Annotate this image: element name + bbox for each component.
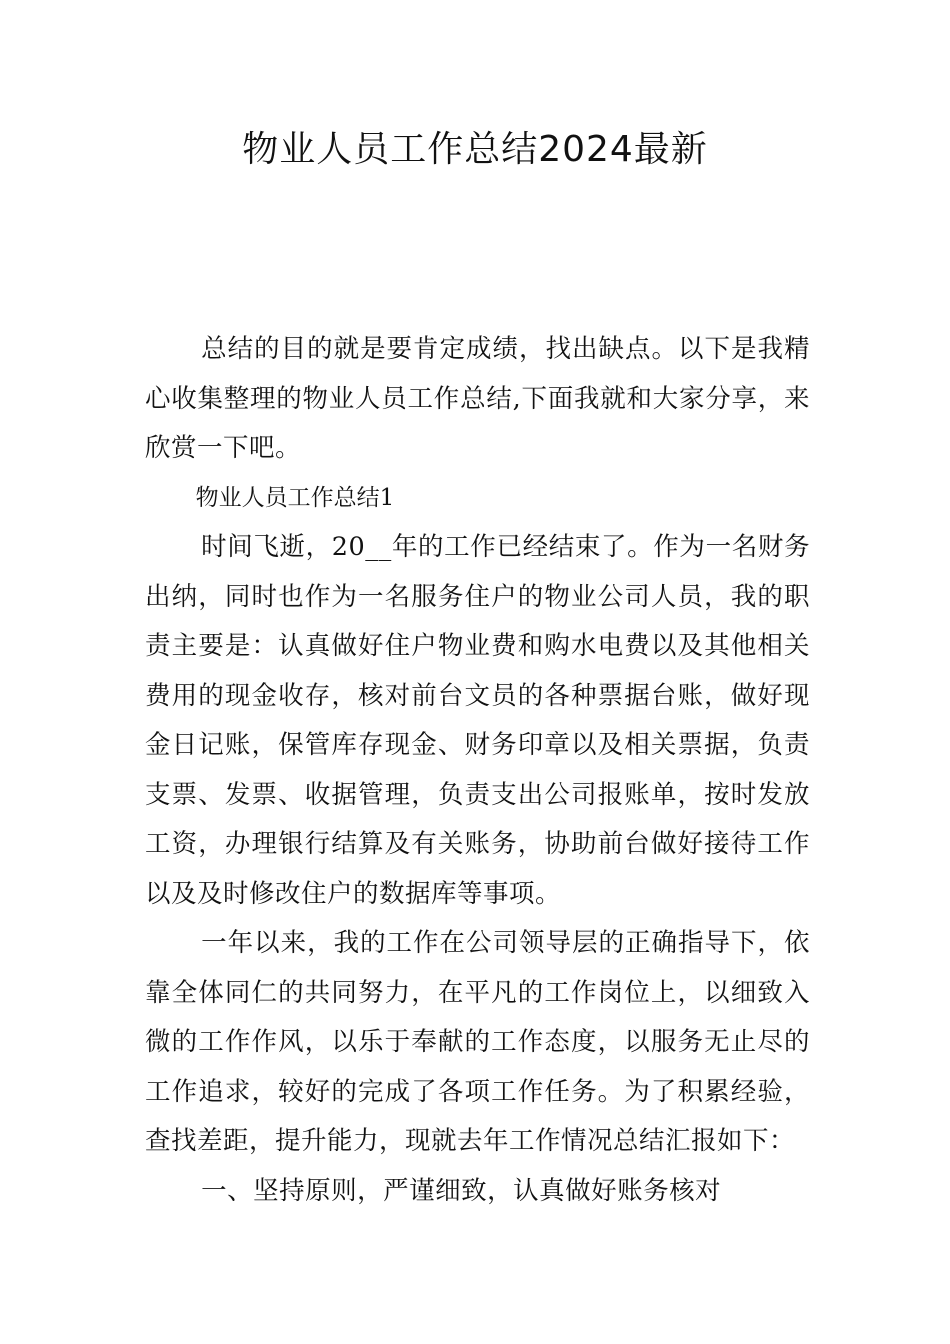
body-paragraph: 一年以来，我的工作在公司领导层的正确指导下，依靠全体同仁的共同努力，在平凡的工作岗位上，以细致入微的工作作风，以乐于奉献的工作态度，以服务无止尽的工作追求，较好的完成了各项工作任务。为了积累经验，查找差距，提升能力，现就去年工作情况总结汇报如下： — [145, 928, 810, 1156]
document-body — [145, 325, 810, 1216]
intro-paragraph: 总结的目的就是要肯定成绩，找出缺点。以下是我精心收集整理的物业人员工作总结,下面我就和大家分享，来欣赏一下吧。 — [145, 334, 810, 463]
section-heading: 物业人员工作总结1 — [195, 484, 395, 511]
subsection-heading: 一、坚持原则，严谨细致，认真做好账务核对 — [201, 1175, 722, 1206]
document-title: 物业人员工作总结2024最新 — [242, 129, 708, 170]
body-paragraph: 时间飞逝，20__年的工作已经结束了。作为一名财务出纳，同时也作为一名服务住户的物业公司人员，我的职责主要是：认真做好住户物业费和购水电费以及其他相关费用的现金收存，核对前台文员的各种票据台账，做好现金日记账，保管库存现金、财务印章以及相关票据，负责支票、发票、收据管理，负责支出公司报账单，按时发放工资，办理银行结算及有关账务，协助前台做好接待工作以及及时修改住户的数据库等事项。 — [145, 532, 810, 909]
